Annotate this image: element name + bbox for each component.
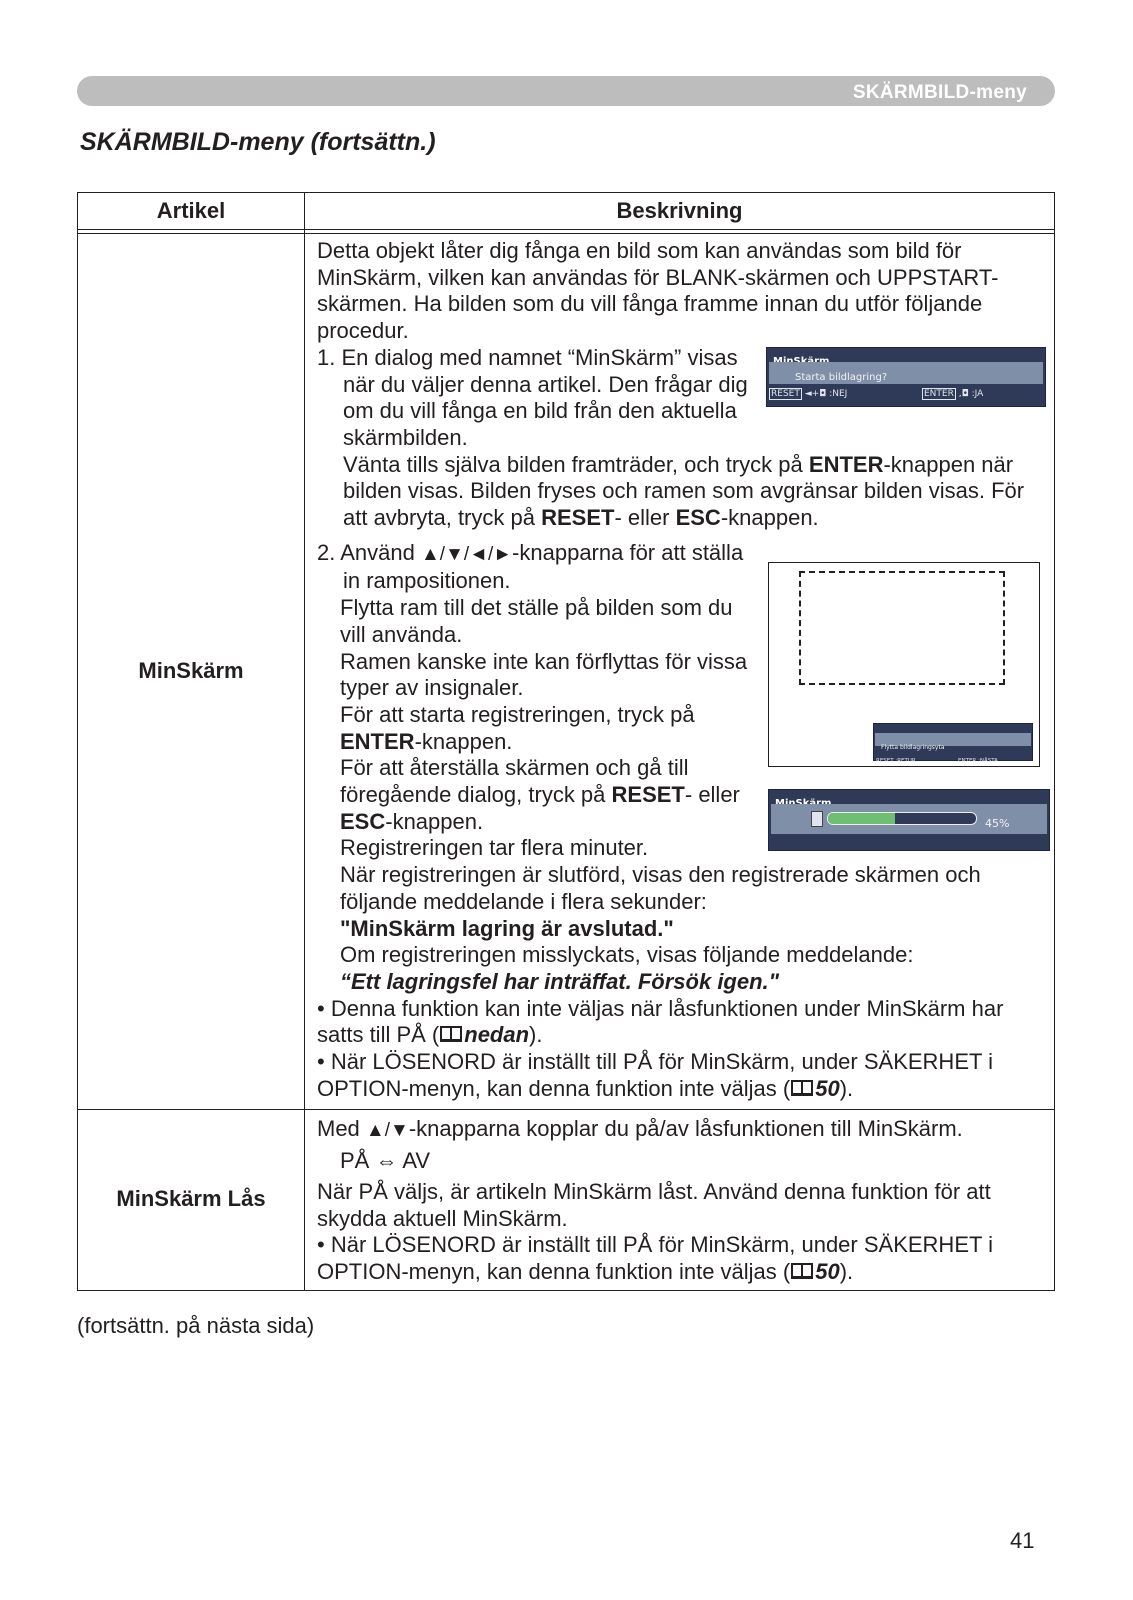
enter-action: :JA — [971, 388, 984, 399]
enter-icon: ,◘ — [958, 388, 969, 399]
toggle-options: PÅ ⇔ AV — [340, 1148, 431, 1174]
arrow-keys-icon: ▲/▼ — [365, 1119, 409, 1141]
lock-usage: Med ▲/▼-knapparna kopplar du på/av låsfunktionen till MinSkärm. — [317, 1115, 963, 1141]
reference-link-page-50[interactable]: 50 — [815, 1075, 840, 1101]
description-table — [77, 192, 1055, 1291]
table-row — [78, 1109, 1055, 1290]
frame-enter-key: ENTER — [958, 757, 977, 764]
book-reference-icon — [439, 1024, 463, 1044]
page-number: 41 — [1010, 1528, 1035, 1553]
progress-screenshot — [768, 789, 1050, 851]
frame-enter-action: :NÄSTA — [978, 757, 998, 764]
lock-description: När PÅ väljs, är artikeln MinSkärm låst. Använd denna funktion för att skydda aktuell MinSkärm. — [317, 1178, 991, 1231]
progress-fill — [828, 813, 895, 824]
dialog-footer — [769, 388, 847, 400]
capture-frame-screenshot — [768, 562, 1040, 767]
column-header-item: Artikel — [78, 193, 305, 230]
dialog-question: Starta bildlagring? — [795, 371, 888, 383]
table-header-row — [78, 193, 1055, 230]
enter-key-label: ENTER — [924, 388, 954, 399]
arrow-keys-icon: ▲/▼/◄/► — [420, 543, 513, 565]
reference-link-below[interactable]: nedan — [464, 1022, 530, 1048]
note-lock: • Denna funktion kan inte väljas när låsfunktionen under MinSkärm har satts till PÅ ( nedan). — [317, 995, 1004, 1048]
table-row — [78, 234, 1055, 1110]
frame-dialog-footer — [876, 748, 916, 775]
intro-text: Detta objekt låter dig fånga en bild som kan användas som bild för MinSkärm, vilken kan användas för BLANK-skärmen och UPPSTART-skärmen. Ha bilden som du vill fånga framme innan du utför följande procedur. — [317, 238, 999, 344]
step-2-restore: För att återställa skärmen och gå till föregående dialog, tryck på RESET- eller ESC-knappen. — [340, 755, 740, 834]
step-2-start: För att starta registreringen, tryck på ENTER-knappen. — [340, 701, 695, 754]
progress-body — [771, 804, 1047, 834]
frame-reset-key: RESET — [876, 757, 894, 764]
frame-dialog-text: Flytta bildlagringsyta — [881, 743, 945, 751]
reference-link-page-50[interactable]: 50 — [815, 1259, 840, 1285]
step-2-done: När registreringen är slutförd, visas den registrerade skärmen och följande meddelande i flera sekunder: — [340, 862, 981, 914]
page-title: SKÄRMBILD-meny (fortsättn.) — [80, 128, 436, 156]
lock-note-password: • När LÖSENORD är inställt till PÅ för MinSkärm, under SÄKERHET i OPTION-menyn, kan denna funktion inte väljas ( 50). — [317, 1232, 994, 1285]
dialog-body — [769, 362, 1043, 384]
step-2-text: 2. Använd ▲/▼/◄/►-knapparna för att ställa in rampositionen. — [317, 539, 744, 594]
failure-text: Om registreringen misslyckats, visas följande meddelande: — [340, 942, 914, 968]
note-password: • När LÖSENORD är inställt till PÅ för MinSkärm, under SÄKERHET i OPTION-menyn, kan denna funktion inte väljas ( 50). — [317, 1049, 994, 1101]
section-header-bar — [77, 76, 1055, 106]
column-header-description: Beskrivning — [305, 193, 1055, 230]
frame-dialog-footer-right — [958, 748, 998, 775]
step-1-wait: Vänta tills själva bilden framträder, och tryck på ENTER-knappen när bilden visas. Bilden fryses och ramen som avgränsar bilden visas. För att avbryta, tryck på RESET- eller ESC-knappen. — [343, 451, 1025, 531]
item-myscreen: MinSkärm — [78, 234, 305, 1110]
book-reference-icon — [790, 1261, 814, 1281]
step-2-figures — [768, 562, 1048, 851]
dialog-screenshot — [766, 347, 1046, 407]
description-myscreen — [305, 234, 1055, 1110]
hourglass-icon — [811, 811, 823, 827]
message-failure: “Ett lagringsfel har inträffat. Försök igen." — [340, 968, 780, 994]
progress-percent: 45% — [985, 816, 1010, 830]
item-myscreen-lock: MinSkärm Lås — [78, 1109, 305, 1290]
toggle-arrow-icon: ⇔ — [375, 1148, 398, 1174]
dashed-capture-frame — [799, 571, 1005, 685]
step-2-move: Flytta ram till det ställe på bilden som du vill använda. — [340, 595, 733, 647]
step-2-frame-note: Ramen kanske inte kan förflyttas för vissa typer av insignaler. — [340, 648, 748, 701]
book-reference-icon — [790, 1078, 814, 1098]
reset-key-label: RESET — [771, 388, 800, 399]
section-label: SKÄRMBILD-meny — [852, 82, 1027, 103]
arrow-left-icon: ◄+◘ — [804, 388, 827, 399]
frame-dialog — [873, 723, 1033, 764]
step-2-minutes: Registreringen tar flera minuter. — [340, 835, 649, 861]
progress-bar — [827, 812, 977, 825]
description-myscreen-lock — [305, 1109, 1055, 1290]
message-done: "MinSkärm lagring är avslutad." — [340, 915, 674, 941]
step-1-text: 1. En dialog med namnet “MinSkärm” visas när du väljer denna artikel. Den frågar dig om du vill fånga en bild från den aktuella skärmbilden. — [317, 344, 748, 450]
frame-dialog-body — [875, 733, 1031, 751]
dialog-footer-right — [922, 388, 983, 400]
frame-reset-action: :RETUR — [895, 757, 916, 764]
reset-action: :NEJ — [829, 388, 848, 399]
continued-note: (fortsättn. på nästa sida) — [77, 1313, 315, 1338]
